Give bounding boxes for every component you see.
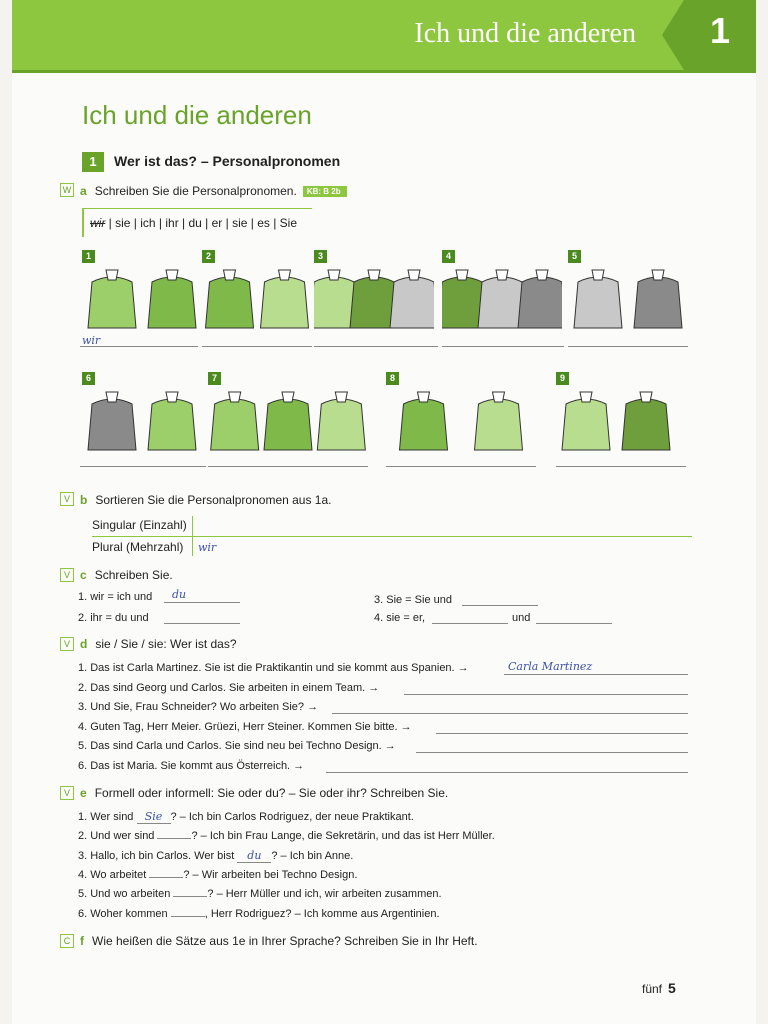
picture-number: 9 — [556, 372, 569, 385]
task-letter: c — [80, 568, 87, 582]
answer-line[interactable] — [314, 346, 438, 347]
picture-number: 2 — [202, 250, 215, 263]
task-c-text: Schreiben Sie. — [94, 568, 173, 582]
task-d-text: sie / Sie / sie: Wer ist das? — [95, 637, 237, 651]
banner-title: Ich und die anderen — [414, 18, 636, 49]
d-item: 1. Das ist Carla Martinez. Sie ist die Praktikantin und sie kommt aus Spanien. → — [78, 662, 469, 674]
singular-row — [92, 516, 692, 536]
picture-1-answer: wir — [82, 334, 101, 347]
type-tag-v: V — [60, 786, 74, 800]
picture-number: 6 — [82, 372, 95, 385]
person-illustration — [82, 264, 202, 336]
page-footer — [642, 980, 676, 996]
e-item: 5. Und wo arbeiten ? – Herr Müller und ich, wir arbeiten zusammen. — [78, 888, 442, 900]
task-letter: b — [80, 493, 88, 507]
picture-number: 7 — [208, 372, 221, 385]
d-item: 5. Das sind Carla und Carlos. Sie sind neu bei Techno Design. → — [78, 740, 396, 752]
c-item-4-und: und — [512, 612, 531, 624]
person-illustration — [82, 386, 202, 458]
exercise-title: Wer ist das? – Personalpronomen — [114, 153, 341, 169]
c-item-2: 2. ihr = du und — [78, 612, 149, 624]
type-tag-v: V — [60, 637, 74, 651]
e-answer-blank[interactable] — [157, 838, 191, 839]
chapter-number: 1 — [709, 10, 731, 51]
task-f-text: Wie heißen die Sätze aus 1e in Ihrer Sprache? Schreiben Sie in Ihr Heft. — [92, 934, 478, 948]
type-tag-v: V — [60, 492, 74, 506]
answer-line[interactable] — [432, 623, 508, 624]
kb-reference-badge: KB: B 2b — [303, 186, 347, 197]
answer-line[interactable] — [462, 605, 538, 606]
e-item: 4. Wo arbeitet ? – Wir arbeiten bei Techno Design. — [78, 868, 358, 881]
d-item: 4. Guten Tag, Herr Meier. Grüezi, Herr Steiner. Kommen Sie bitte. → — [78, 720, 412, 733]
answer-line[interactable] — [504, 674, 688, 675]
person-illustration — [386, 386, 536, 458]
e-item: 6. Woher kommen , Herr Rodriguez? – Ich komme aus Argentinien. — [78, 907, 440, 920]
task-letter: e — [80, 786, 87, 800]
page-number: 5 — [668, 980, 676, 996]
table-rule — [92, 536, 692, 537]
e-item: 1. Wer sind Sie ? – Ich bin Carlos Rodriguez, der neue Praktikant. — [78, 810, 414, 823]
person-illustration — [314, 264, 434, 336]
task-d — [80, 637, 237, 651]
answer-line[interactable] — [536, 623, 612, 624]
answer-line[interactable] — [416, 752, 688, 753]
answer-line[interactable] — [164, 602, 240, 603]
answer-line[interactable] — [442, 346, 564, 347]
d-answer-1: Carla Martinez — [508, 660, 593, 673]
d-item: 3. Und Sie, Frau Schneider? Wo arbeiten Sie? → — [78, 701, 319, 713]
picture-number: 3 — [314, 250, 327, 263]
picture-number: 5 — [568, 250, 581, 263]
answer-line[interactable] — [568, 346, 688, 347]
task-e — [80, 786, 448, 800]
answer-line[interactable] — [208, 466, 368, 467]
e-answer-blank[interactable] — [149, 877, 183, 878]
c-item-4: 4. sie = er, — [374, 612, 426, 624]
answer-line[interactable] — [386, 466, 536, 467]
singular-label: Singular (Einzahl) — [92, 518, 187, 532]
banner-rule — [12, 70, 756, 73]
crossed-out-pronoun: wir — [90, 216, 106, 230]
task-b-text: Sortieren Sie die Personalpronomen aus 1a. — [95, 493, 332, 507]
answer-line[interactable] — [436, 733, 688, 734]
picture-number: 4 — [442, 250, 455, 263]
task-c — [80, 568, 173, 582]
person-illustration — [568, 264, 688, 336]
answer-line[interactable] — [332, 713, 688, 714]
picture-number: 1 — [82, 250, 95, 263]
answer-line[interactable] — [164, 623, 240, 624]
c-answer-1: du — [172, 588, 187, 601]
e-item: 3. Hallo, ich bin Carlos. Wer bist du ? – Ich bin Anne. — [78, 849, 354, 862]
c-item-3: 3. Sie = Sie und — [374, 594, 452, 606]
task-letter: d — [80, 637, 88, 651]
exercise-number: 1 — [82, 152, 104, 172]
page-word: fünf — [642, 982, 663, 996]
e-answer-blank[interactable]: Sie — [137, 810, 171, 824]
e-answer-blank[interactable]: du — [237, 849, 271, 863]
workbook-page — [12, 0, 756, 1024]
pronoun-word-box — [82, 208, 312, 237]
person-illustration — [442, 264, 562, 336]
e-answer-blank[interactable] — [173, 896, 207, 897]
picture-number: 8 — [386, 372, 399, 385]
answer-line[interactable] — [202, 346, 312, 347]
task-letter: a — [80, 184, 87, 198]
type-tag-v: V — [60, 568, 74, 582]
page-title: Ich und die anderen — [82, 100, 312, 130]
type-tag-c: C — [60, 934, 74, 948]
task-e-text: Formell oder informell: Sie oder du? – Sie oder ihr? Schreiben Sie. — [94, 786, 449, 800]
task-f — [80, 934, 478, 948]
e-item: 2. Und wer sind ? – Ich bin Frau Lange, die Sekretärin, und das ist Herr Müller. — [78, 829, 495, 842]
plural-answer: wir — [198, 541, 217, 554]
type-tag-w: W — [60, 183, 74, 197]
pronoun-list: | sie | ich | ihr | du | er | sie | es | Sie — [105, 216, 297, 230]
c-item-1: 1. wir = ich und — [78, 591, 153, 603]
task-a-text: Schreiben Sie die Personalpronomen. — [94, 184, 297, 198]
answer-line[interactable] — [556, 466, 686, 467]
chapter-banner — [12, 0, 756, 70]
person-illustration — [202, 264, 312, 336]
answer-line[interactable] — [80, 466, 206, 467]
e-answer-blank[interactable] — [171, 916, 205, 917]
answer-line[interactable] — [404, 694, 688, 695]
person-illustration — [556, 386, 676, 458]
plural-row — [92, 538, 692, 558]
d-item: 6. Das ist Maria. Sie kommt aus Österreich. → — [78, 759, 305, 772]
d-item: 2. Das sind Georg und Carlos. Sie arbeiten in einem Team. → — [78, 681, 380, 694]
answer-line[interactable] — [326, 772, 688, 773]
plural-label: Plural (Mehrzahl) — [92, 540, 184, 554]
task-letter: f — [80, 934, 84, 948]
task-b — [80, 493, 332, 507]
task-a — [80, 184, 347, 198]
person-illustration — [208, 386, 368, 458]
